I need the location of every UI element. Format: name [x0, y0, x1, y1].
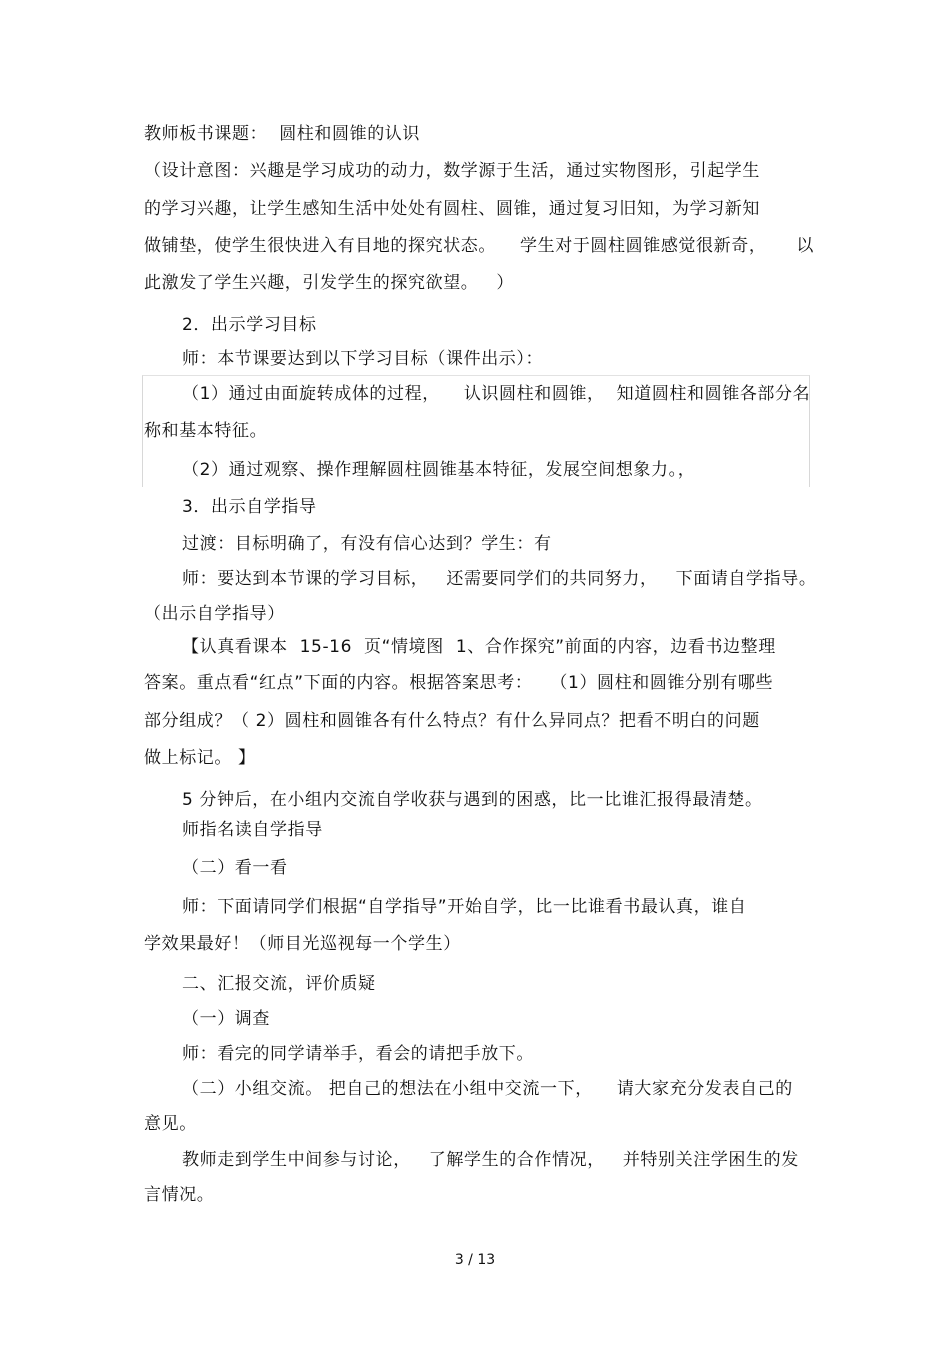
show-guide-line: （出示自学指导） — [144, 604, 285, 624]
guide-text-line-4: 做上标记。 】 — [144, 748, 256, 768]
guide-text-line-2: 答案。重点看“红点”下面的内容。根据答案思考： （1）圆柱和圆锥分别有哪些 — [144, 673, 774, 693]
section-heading-report: 二、汇报交流，评价质疑 — [182, 974, 376, 994]
transition-line: 过渡：目标明确了，有没有信心达到？学生：有 — [182, 534, 552, 554]
group-exchange-line-1: （二）小组交流。 把自己的想法在小组中交流一下， 请大家充分发表自己的 — [182, 1079, 793, 1099]
group-exchange-line-2: 意见。 — [144, 1114, 197, 1134]
guide-text-line-1: 【认真看课本 15-16 页“情境图 1、合作探究”前面的内容，边看书边整理 — [182, 637, 776, 657]
design-intent-line-2: 的学习兴趣，让学生感知生活中处处有圆柱、圆锥，通过复习旧知，为学习新知 — [144, 199, 760, 219]
page-number: 3 / 13 — [454, 1252, 496, 1268]
objective-2-line: （2）通过观察、操作理解圆柱圆锥基本特征，发展空间想象力。， — [182, 460, 696, 480]
teacher-line-guide: 师：要达到本节课的学习目标， 还需要同学们的共同努力， 下面请自学指导。 — [182, 569, 817, 589]
objective-1-line-2: 称和基本特征。 — [144, 421, 268, 441]
teacher-discussion-line-1: 教师走到学生中间参与讨论， 了解学生的合作情况， 并特别关注学困生的发 — [182, 1150, 799, 1170]
teacher-line-selfstudy-1: 师：下面请同学们根据“自学指导”开始自学，比一比谁看书最认真，谁自 — [182, 897, 747, 917]
design-intent-line-3: 做铺垫，使学生很快进入有目地的探究状态。 学生对于圆柱圆锥感觉很新奇， 以 — [144, 236, 815, 256]
teacher-line-selfstudy-2: 学效果最好！（师目光巡视每一个学生） — [144, 934, 461, 954]
look-heading: （二）看一看 — [182, 858, 288, 878]
objective-1-line-1: （1）通过由面旋转成体的过程， 认识圆柱和圆锥， 知道圆柱和圆锥各部分名 — [182, 384, 811, 404]
teacher-discussion-line-2: 言情况。 — [144, 1185, 215, 1205]
lesson-title-line: 教师板书课题： 圆柱和圆锥的认识 — [144, 124, 421, 144]
survey-heading: （一）调查 — [182, 1009, 270, 1029]
teacher-line-objectives: 师：本节课要达到以下学习目标（课件出示）： — [182, 349, 544, 369]
teacher-reads-line: 师指名读自学指导 — [182, 820, 323, 840]
five-minutes-line: 5 分钟后，在小组内交流自学收获与遇到的困惑，比一比谁汇报得最清楚。 — [182, 790, 763, 810]
section-heading-guide: 3．出示自学指导 — [182, 497, 317, 517]
design-intent-line-4: 此激发了学生兴趣，引发学生的探究欲望。 ） — [144, 273, 515, 293]
guide-text-line-3: 部分组成？（ 2）圆柱和圆锥各有什么特点？有什么异同点？把看不明白的问题 — [144, 711, 760, 731]
design-intent-line-1: （设计意图：兴趣是学习成功的动力，数学源于生活，通过实物图形，引起学生 — [144, 161, 760, 181]
teacher-line-survey: 师：看完的同学请举手，看会的请把手放下。 — [182, 1044, 534, 1064]
section-heading-objectives: 2．出示学习目标 — [182, 315, 317, 335]
